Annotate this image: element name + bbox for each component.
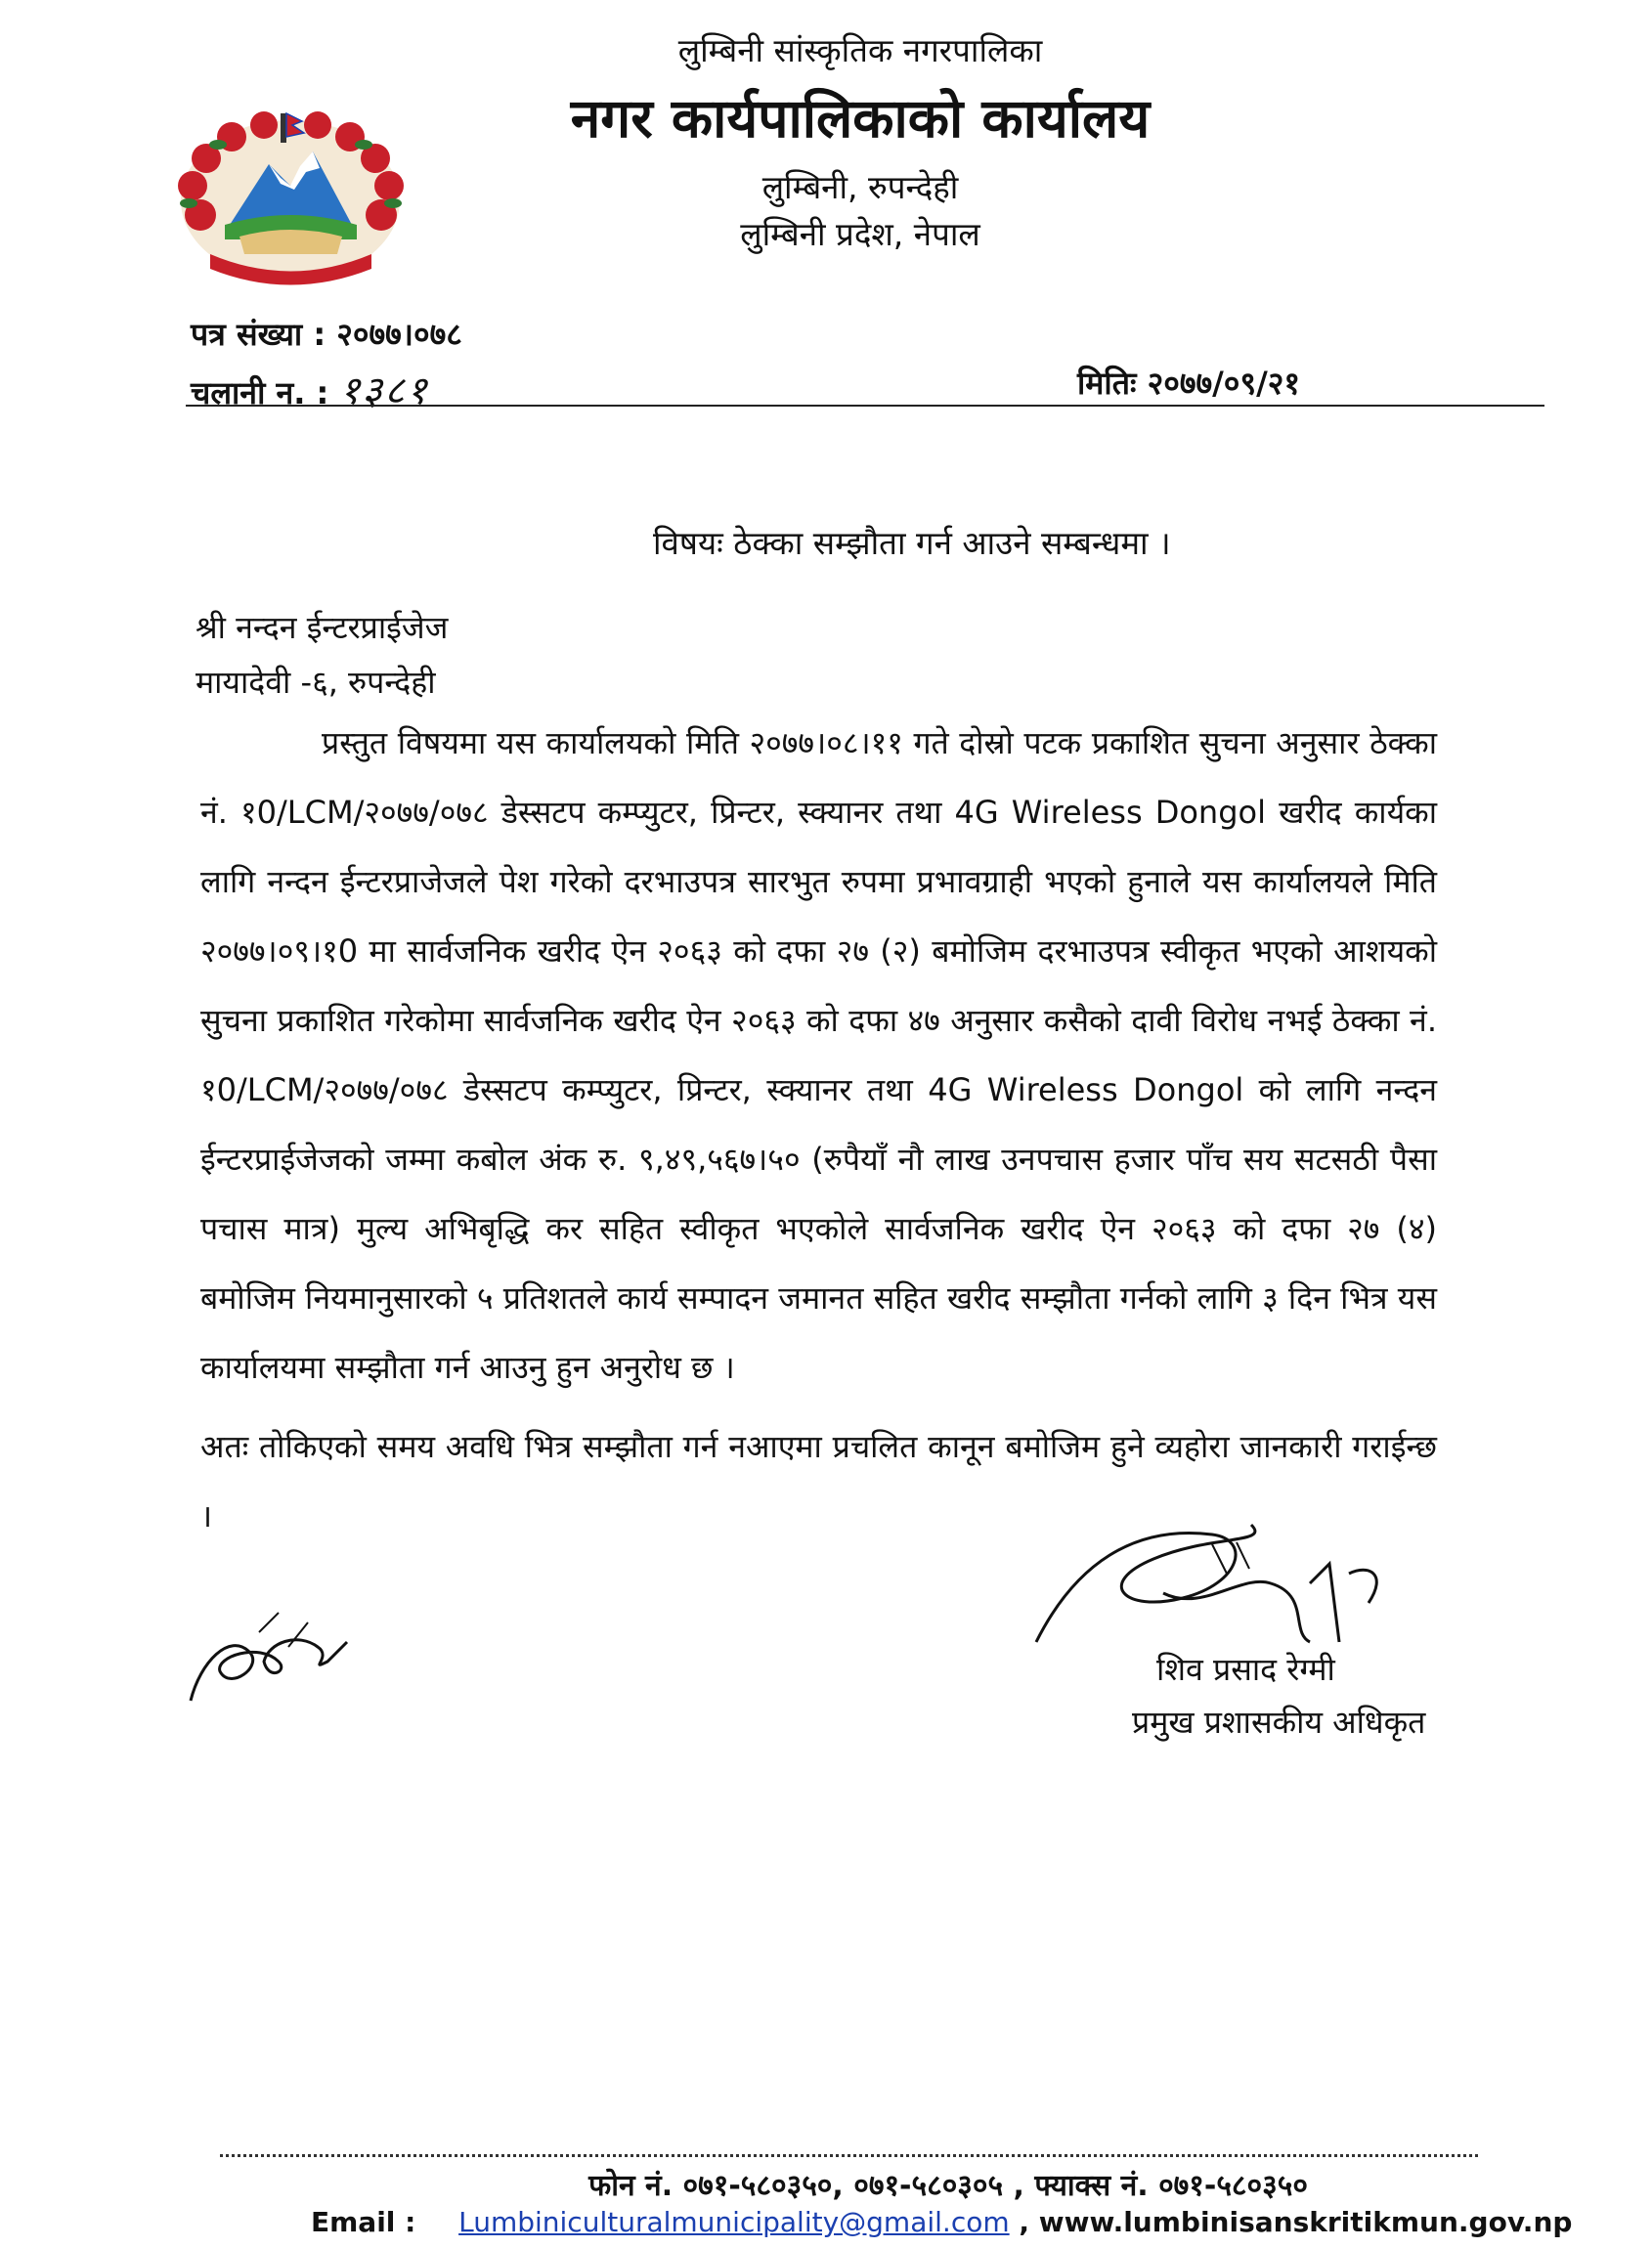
- footer-web-line: [311, 2206, 1573, 2238]
- municipality-name: लुम्बिनी सांस्कृतिक नगरपालिका: [677, 31, 1043, 69]
- reference-value: २०७७।०७८: [336, 316, 462, 353]
- district-line: लुम्बिनी, रुपन्देही: [761, 168, 959, 206]
- office-title: नगर कार्यपालिकाको कार्यालय: [570, 87, 1151, 150]
- email-label: Email :: [311, 2206, 416, 2238]
- website-link[interactable]: , www.lumbinisanskritikmun.gov.np: [1019, 2206, 1573, 2238]
- dispatch-label: चलानी न. :: [191, 374, 329, 411]
- addressee-address: मायादेवी -६, रुपन्देही: [196, 664, 436, 701]
- body-paragraph-closing: अतः तोकिएको समय अवधि भित्र सम्झौता गर्न नआएमा प्रचलित कानून बमोजिम हुने व्यहोरा जानकारी गराईन्छ ।: [200, 1428, 1437, 1535]
- province-line: लुम्बिनी प्रदेश, नेपाल: [740, 215, 980, 253]
- dispatch-value-handwritten: १३८१: [339, 368, 429, 413]
- reference-label: पत्र संख्या :: [191, 316, 326, 353]
- date-label: मितिः: [1077, 365, 1137, 402]
- officer-signature-icon: [1017, 1505, 1427, 1662]
- reference-number: [191, 313, 462, 355]
- date-value: २०७७/०९/२१: [1147, 365, 1301, 402]
- footer-divider: [220, 2154, 1478, 2157]
- subject-line: विषयः ठेक्का सम्झौता गर्न आउने सम्बन्धमा ।: [653, 524, 1171, 562]
- email-link[interactable]: Lumbiniculturalmunicipality@gmail.com: [458, 2206, 1010, 2238]
- signatory-title: प्रमुख प्रशासकीय अधिकृत: [1132, 1704, 1426, 1741]
- nepal-coat-of-arms-icon: [171, 108, 411, 288]
- dispatch-number: [191, 362, 429, 415]
- letter-date: [1077, 362, 1300, 404]
- initial-signature-icon: [171, 1603, 357, 1710]
- addressee-name: श्री नन्दन ईन्टरप्राईजेज: [196, 609, 449, 646]
- header-divider: [186, 405, 1544, 407]
- signatory-name: शिव प्रसाद रेग्मी: [1156, 1651, 1335, 1688]
- footer-contact: फोन नं. ०७१-५८०३५०, ०७१-५८०३०५ , फ्याक्स नं. ०७१-५८०३५०: [588, 2169, 1308, 2203]
- body-paragraph-main: प्रस्तुत विषयमा यस कार्यालयको मिति २०७७।०८।११ गते दोस्रो पटक प्रकाशित सुचना अनुसार ठेक्का नं. १0/LCM/२०७७/०७८ डेस्सटप कम्प्युटर, प्रिन्टर, स्क्यानर तथा 4G Wireless Dongol खरीद कार्यका लागि नन्दन ईन्टरप्राजेजले पेश गरेको दरभाउपत्र सारभुत रुपमा प्रभावग्राही भएको हुनाले यस कार्यालयले मिति २०७७।०९।१0 मा सार्वजनिक खरीद ऐन २०६३ को दफा २७ (२) बमोजिम दरभाउपत्र स्वीकृत भएको आशयको सुचना प्रकाशित गरेकोमा सार्वजनिक खरीद ऐन २०६३ को दफा ४७ अनुसार कसैको दावी विरोध नभई ठेक्का नं. १0/LCM/२०७७/०७८ डेस्सटप कम्प्युटर, प्रिन्टर, स्क्यानर तथा 4G Wireless Dongol को लागि नन्दन ईन्टरप्राईजेजको जम्मा कबोल अंक रु. ९,४९,५६७।५० (रुपैयाँ नौ लाख उनपचास हजार पाँच सय सटसठी पैसा पचास मात्र) मुल्य अभिबृद्धि कर सहित स्वीकृत भएकोले सार्वजनिक खरीद ऐन २०६३ को दफा २७ (४) बमोजिम नियमानुसारको ५ प्रतिशतले कार्य सम्पादन जमानत सहित खरीद सम्झौता गर्नको लागि ३ दिन भित्र यस कार्यालयमा सम्झौता गर्न आउनु हुन अनुरोध छ ।: [200, 724, 1437, 1386]
